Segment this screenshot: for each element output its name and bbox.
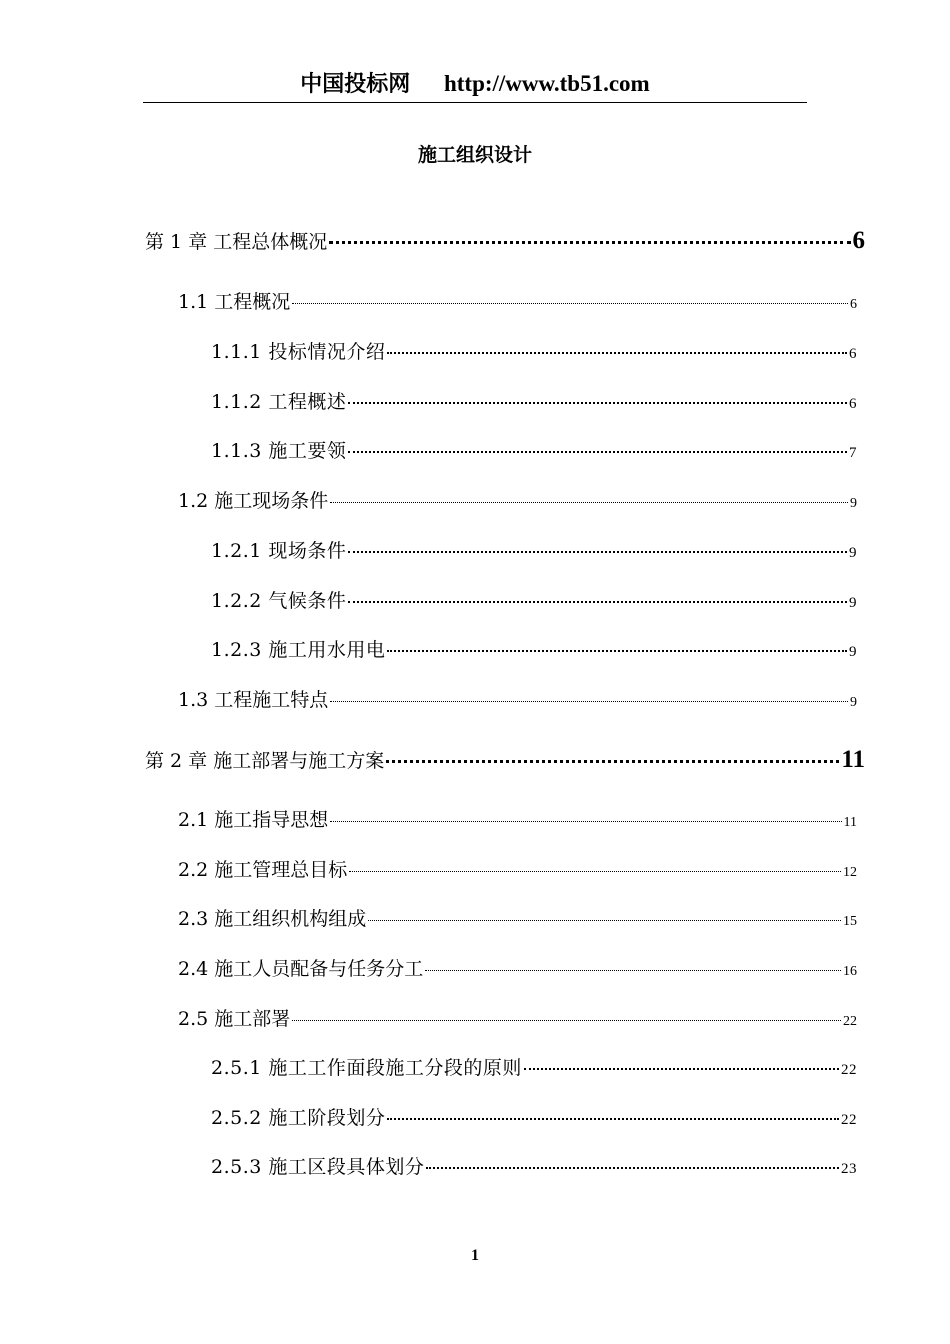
toc-page: 6 — [849, 396, 857, 412]
toc-section-1-3[interactable] — [178, 685, 857, 715]
toc-section-2-5-3[interactable] — [211, 1152, 857, 1182]
toc-page: 9 — [849, 644, 857, 660]
toc-leader — [387, 650, 847, 652]
toc-leader — [426, 1167, 839, 1169]
toc-label: 2.5.3 施工区段具体划分 — [211, 1156, 425, 1178]
toc-page: 22 — [841, 1112, 857, 1128]
toc-section-2-5-1[interactable] — [211, 1053, 857, 1083]
toc-leader — [368, 920, 841, 921]
toc-leader — [329, 241, 850, 244]
toc-section-2-4[interactable] — [178, 954, 857, 984]
toc-label: 第 1 章 工程总体概况 — [145, 231, 328, 253]
toc-leader — [387, 1118, 839, 1120]
toc-section-2-1[interactable] — [178, 805, 857, 835]
toc-section-2-5-2[interactable] — [211, 1103, 857, 1133]
toc-section-1-1[interactable] — [178, 287, 857, 317]
toc-page: 9 — [849, 595, 857, 611]
toc-page: 6 — [849, 346, 857, 362]
toc-page: 12 — [843, 865, 857, 880]
toc-label: 1.1.1 投标情况介绍 — [211, 341, 386, 363]
toc-page: 9 — [850, 496, 857, 511]
toc-section-1-1-3[interactable] — [211, 436, 857, 466]
toc-label: 1.2.1 现场条件 — [211, 540, 347, 562]
toc-page: 6 — [850, 297, 857, 312]
header-site-name: 中国投标网 — [300, 71, 411, 97]
toc-leader — [348, 551, 847, 553]
toc-chapter-2[interactable] — [145, 746, 865, 776]
toc-section-1-1-1[interactable] — [211, 337, 857, 367]
toc-leader — [348, 402, 847, 404]
toc-section-2-2[interactable] — [178, 855, 857, 885]
toc-section-1-2[interactable] — [178, 486, 857, 516]
toc-leader — [387, 352, 847, 354]
toc-label: 2.5 施工部署 — [178, 1008, 291, 1030]
toc-page: 16 — [843, 964, 857, 979]
document-title: 施工组织设计 — [417, 144, 532, 166]
toc-page: 15 — [843, 914, 857, 929]
toc-label: 1.1.2 工程概述 — [211, 391, 347, 413]
header-url[interactable]: http://www.tb51.com — [443, 71, 650, 96]
toc-section-1-1-2[interactable] — [211, 387, 857, 417]
toc-leader — [330, 701, 848, 702]
toc-label: 第 2 章 施工部署与施工方案 — [145, 750, 385, 772]
toc-leader — [292, 1020, 841, 1021]
toc-label: 2.4 施工人员配备与任务分工 — [178, 958, 424, 980]
page-header — [143, 66, 807, 103]
toc-leader — [349, 871, 841, 872]
toc-section-1-2-3[interactable] — [211, 635, 857, 665]
toc-section-1-2-1[interactable] — [211, 536, 857, 566]
toc-page: 22 — [841, 1062, 857, 1078]
toc-leader — [348, 451, 847, 453]
toc-page: 11 — [843, 815, 857, 830]
toc-chapter-1[interactable] — [145, 227, 865, 257]
toc-leader — [348, 601, 847, 603]
toc-label: 1.2 施工现场条件 — [178, 490, 329, 512]
page-number: 1 — [471, 1247, 479, 1264]
toc-label: 1.3 工程施工特点 — [178, 689, 329, 711]
toc-label: 2.3 施工组织机构组成 — [178, 908, 367, 930]
toc-label: 2.5.1 施工工作面段施工分段的原则 — [211, 1057, 522, 1079]
toc-leader — [425, 970, 841, 971]
toc-label: 2.1 施工指导思想 — [178, 809, 329, 831]
toc-leader — [330, 502, 848, 503]
toc-page: 23 — [841, 1161, 857, 1177]
toc-leader — [330, 821, 841, 822]
toc-page: 9 — [850, 695, 857, 710]
toc-label: 1.1.3 施工要领 — [211, 440, 347, 462]
toc-leader — [292, 303, 848, 304]
toc-section-1-2-2[interactable] — [211, 586, 857, 616]
toc-leader — [524, 1068, 839, 1070]
toc-page: 9 — [849, 545, 857, 561]
toc-label: 2.5.2 施工阶段划分 — [211, 1107, 386, 1129]
toc-page: 6 — [852, 227, 865, 254]
toc-page: 7 — [849, 445, 857, 461]
toc-label: 1.2.3 施工用水用电 — [211, 639, 386, 661]
toc-section-2-5[interactable] — [178, 1004, 857, 1034]
toc-section-2-3[interactable] — [178, 904, 857, 934]
toc-page: 11 — [841, 746, 865, 773]
toc-leader — [386, 760, 839, 763]
toc-page: 22 — [843, 1014, 857, 1029]
toc-label: 1.2.2 气候条件 — [211, 590, 347, 612]
toc-label: 1.1 工程概况 — [178, 291, 291, 313]
toc-label: 2.2 施工管理总目标 — [178, 859, 348, 881]
